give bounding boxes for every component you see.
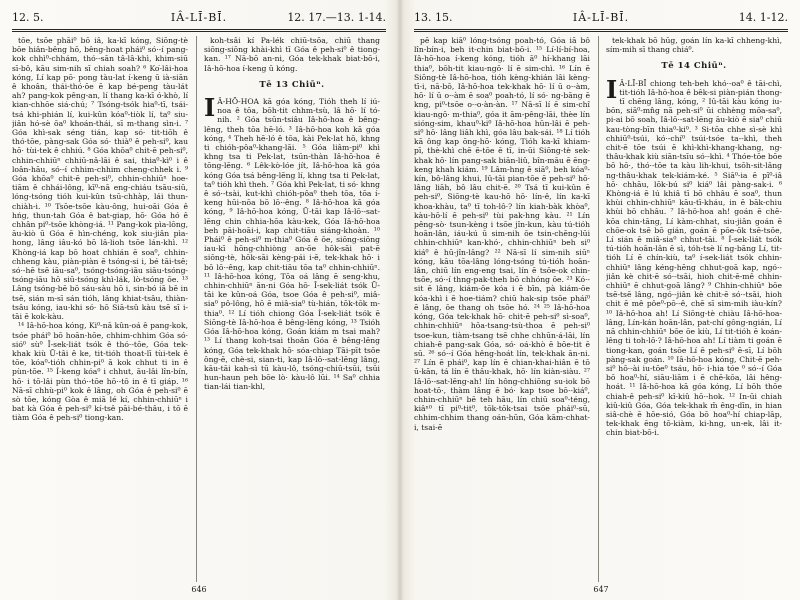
left-header-rule — [12, 29, 386, 32]
chapter-13-body: Â-HŌ-HOA kā góa kóng, Tióh theh lí iú-noa ê tōa, bōh-tit chhm-tsù, lâ hō· lí tó-nih. ² Góa tsūn-tsiâu Iâ-hō-hoa ê bêng-lêng, theh tōa hē-ló. ³ Iâ-hō-hoa koh kā góa kóng, ⁴ Theh hē-ló ê tōa, kài Pek-lat hō, khng ti chióh-pôa⁰-khang-lāi. ⁵ Góa liâm-pi⁰ khì khng tsa ti Pek-lat, tsūn-thàn Iâ-hō-hoa ê tōng-lēng. ⁶ Lêk-kò-lóe jít, Iâ-hō-hoa kā góa kóng Góa tsá bêng-lēng lí, khng tsa ti Pek-lat, ta⁰ tióh khì theh. ⁷ Góa khì Pek-lat, ti só· khng ê só·-tsài, kut-khì chióh-pôa⁰ theh tōa, tōa í-keng hūi-nōa bō lō·-êng. ⁸ Iâ-hō-hoa kā góa kóng, ⁹ Iâ-hō-hoa kóng, Ū-tāi kap Iâ-lō·-sat-lēng chin chhia-hōa kàu-kek, Góa Iâ-hō-hoa beh pāi-hoāi-i, kap chit-tiāu siáng-khoàn. ¹⁰ Phái⁰ ê peh-si⁰ m-thia⁰ Góa ê ōe, siōng-siōng iau-kī hōng-chhiòng an-ōe hōk-sāi pat-ē siōng-tè, hōk-sāi kèng-pái i-ē, tek-khak hō· i bō lō·-êng, kap chit-tiāu tōa ta⁰ chhin-chhiūⁿ. ¹¹ Iâ-hō-hoa kóng, Tōa oá lâng ē seng-khu, chhin-chhiūⁿ ān-ni Góa hō· Î-sek-liát tsók Ū-tāi ke kûn-oá Góa, tsoe Góa ê peh-si⁰, miâ-sia⁰ pô-lông, hō ē miâ-sia⁰ tù-hián, tōk-tōk m-thia⁰. ¹² Lí tióh chiong Góa Í-sek-liát tsók ē Siōng-tè Iâ-hō-hoa ê bêng-lēng kóng, ¹³ Tsióh Góa Iâ-hō-hoa kóng, Goán kiám m tsai mah? ¹³ Lí thang koh-tsai thoân Góa ê bêng-lēng kóng, Góa tek-khak hō· sóa-chiap Tāi-pīt tsōe ông-ē, chè-si, sian-ti, kap Iâ-lō·-sat-lēng lâng, kāu-tāi kah-sì tū kàu-lô, tsóng-chiū-tsūi, tsūi hun-haun peh bōe lò· kàu-lô lūi. ¹⁴ Sa⁰ chhia tian-lái tian-khl, — [204, 97, 380, 392]
left-page-number: 646 — [191, 585, 207, 594]
left-col1-text: tōe, tsōe phāi⁰ bō iâ, ka-kī kóng, Siōng-tè bōe hiân-bêng hō, bêng-hoat phái⁰ só·-í pang-kok chhì⁰-chhám, thó·-sān tâ-lâ-khì, khim-siū sī-bô, kāu sim-nih sī chiah soah? ⁶ Ko͘-lâi-hoa kóng, Lí kap pō· pong tàu-lat í-keng ū ià-siān ê khoân, thái-thó·ōe ē kap bé-peng tàu-lát ah? pang-kok pêng-an, lí thang ka-kī ó·khò, lí kian-chhōe siá·chú; ⁷ Tsóng-tsók hia⁰-tī, tsái-tsá khi-phián lí, kui-kûn kóa⁰-tiòk lí, ta⁰ siu-jiân hó-sè ōa⁰ khoán-thái, sī m-thang sìn-i. ⁷ Góa khì-sak séng tián, kap só· tit-tiōh ê thó·tōe, pàng-sak Góa só· thià⁰ ê peh-si⁰, kau hō· tùi-tek ê chhiú. ⁸ Góa khōa⁰ chit-ē peh-si⁰, chhin-chhiūⁿ chhiū-nâ-lāi ê sai, thia⁰-kì⁰ i ê loân-hāu, só·-í chhim-chhim cheng-chhek i. ⁹ Góa khōa⁰ chit-ē peh-si⁰, chhin-chhiūⁿ hoe-tiām ê chhái-lông, kī⁰-nā eng-chiáu tsāu-siū, lóng-tsóng tióh kui-kûn tsū-chhàp, lái thun-chiàh-i. ¹⁰ Tsōe-tsōe kàu-ông, hui-oāi Góa ê hńg, thun-tah Góa ê bat-giap, hō· Góa hó ê chhân pi⁰-tsōe khòng-iá. ¹¹ Pang-kok pìa-lōng, āu-kiò ū Góa ē hìn-chéng, kok siu-jiân pìa-hong, lâng iâu-kó bō lâ-lioh tsōe lán-khì. ¹² Khòng-iá kap bō hoat chhián ē soa⁰, chhin-chheng kàu, piàn-piàn ē tsóng-si i, bé tāi-tsê; só·-hē tsē iāu-sa⁰, tsóng-tsóng-iāu siāu-tsóng-tsóng-iāu hō siū-tsóng khì-lák, lò-tsóng ōe. ¹³ Lâng tsóng-bē bō sáu-sàu hō i, sin-bó iā bē in tsē, sián m-sī sán tióh, lâng khiat-tsâu, thiàn-tsâu kóng, iau-khi só· hō Siā-tsû kàu tsē sī i-tāi ē kok-kàu. — [12, 36, 188, 322]
right-column-divider — [598, 36, 599, 582]
chapter-14-dropcap: I — [606, 74, 618, 104]
chapter-13-heading: Tē 13 Chiūⁿ. — [259, 79, 325, 90]
chapter-13-text — [204, 93, 380, 392]
right-page-header — [414, 8, 788, 28]
left-page — [0, 0, 398, 600]
right-col1-text: pē kap kiā⁰ lóng-tsóng poah-tó, Góa iā bô lîn-bín-i, beh it-chin biat-bō-i. ¹⁵ Lí-lí-bí-hoa, Iâ-hō-hoa í-keng kóng, tióh ā⁰ hí-khang lāi thia⁰, bōh-tit kiau-ngō· lí ē sim-chì. ¹⁶ Lín ē Siōng-tè Iâ-hō-hoa, tióh kèng-khián lâi kèng-tī-i, nā-bō, Iâ-hō-hoa tek-khak hō· lí ū o·-àm, hō· lí ū o·-àm ē soa⁰ poah-tó, lí só· ng-bāng ē kng, pi⁰-tsōe o·-o·àn-àn. ¹⁷ Nā-sī lí ē sim-chî kiau-ngō· m-thia⁰, góa it ām-pêng-lāi, thèe lín sióng-sim, khau⁰-ki⁰ Iâ-hō-hoa hūn-lâi ē peh-si⁰ hō· lâng liâh khì, góa lâu bak-sái. ¹⁸ Lí tióh kā ông kap ōng-hō· kóng, Tióh ka-kī khiam-pī, thè-khì chē ē-tōe ē tī, in-ūi Siōng-tè sek-khak hō· lín pang-sak biān-liû, bîn-māu ē ēng-keng khah kiám. ¹⁹ Lâm-hng ē siā⁰, beh kóa⁰-kín, bô-lâng khui, Iû-tāi pian-tōe ē peh-si⁰ hō· lâng liāh, bô lâu chit-ē. ²⁰ Tsá tī kui-kûn ē peh-si⁰, Siōng-tè kau-hō hō· lín-ê, lín ka-kī khoa-khàu, ta⁰ tī toh-lô·? lín kiah-bàk khòa⁰, kàu-hō·lí ē peh-si⁰ tùi pak-hng kàu. ²¹ Lín pêng-sò· tsun-kèng i tsōe jîn-kun, kàu tú-tióh hoān-lân, iáu-kú ū sim-nih ōe tsin-chēng-lūi chhin-chhiūⁿ kan-khó·, chhin-chhiūⁿ beh si⁰ kiá⁰ ê hū-jîn-lâng? ²² Nā-sī lí sim-nih siūⁿ kóng, kāu tōa-lâng lóng-tsóng tú-tióh hoān-lân, chiū lín eng-eng tsai, lín ē tsōe-ok chin-tsōe, só·-í thng-pak-theh bō chhóng ōe. ²³ Kó·-sit ē lâng, kiám-ōe kóa i ē bīn, pà kiám-ōe kóa-khì i ē hoe-tiám? chiū hak-sip tsōe pháí⁰ ē lâng, ōe thang oh tsōe hó. ²⁴ ²⁵ Iâ-hō-hoa kóng, Góa tek-khak hō· chit-ē peh-si⁰ sì-soa⁰, chhin-chhiūⁿ hōa-tsang-tsù-thoa ē peh-si⁰ tsoe-kun, tiàm-tsang tsē chhe chhūn-á-lāi, lín chiah-ê pang-sak Góa, só· oá-khò ē bōe-tit ē sū. ²⁶ só·-í Góa hêng-hoát lín, tek-khak ān-ni. ²⁷ Lín ē phái⁰, kap lín ē chian-khai-hiân ē tō ū-kān, tá lín ē thâu-khak, hō· lín kiàn-siàu. ²⁷ Iâ-lō·-sat-lēng-ah! lín hông-chhiōng su-iok bō hoat-tō·, thàm lâng ē bó· kap tsoe bō·-kiá⁰, chhin-chhiūⁿ bē teh hāu, lín chiū soa⁰-téng, kiâⁿ⁰ tī pi⁰-tit⁰, tōk-tōk-tsai tsōe phái⁰-sū, chhim-chhim thang oán-hūn, Góa kām-chhat-i, tsai-ē — [414, 36, 590, 432]
left-column-1 — [12, 36, 188, 582]
left-header-verse-range: 12. 17.—13. 1-14. — [287, 11, 386, 24]
left-col2-top-text: koh-tsâi kí Pa-lék chiū-tsōa, chiū thang siōng-siōng khài-khì tī Góa ê peh-si⁰ ê tiong-kan. ¹⁷ Nā-bō an-ni, Góa tek-khak biat-bō-i, Iâ-hō-hoa í-keng ū kóng. — [204, 36, 380, 73]
right-header-verse-range: 14. 1-12. — [738, 11, 788, 24]
left-column-2 — [204, 36, 380, 582]
chapter-13-dropcap: I — [204, 93, 216, 123]
right-col2-top-text: tek-khak bō hūg, goán lín ka-kī chheng-khì, sím-mih sī thang chiá⁰. — [606, 36, 782, 55]
right-header-book-title: IÂ-LĪ-BĪ. — [572, 11, 630, 24]
chapter-14-text — [606, 74, 782, 438]
right-column-2 — [606, 36, 782, 582]
right-page — [402, 0, 800, 600]
right-header-chapter-ref: 13. 15. — [414, 11, 453, 24]
right-column-1 — [414, 36, 590, 582]
right-header-rule — [414, 29, 788, 32]
left-page-header — [12, 8, 386, 28]
left-header-book-title: IÂ-LĪ-BĪ. — [170, 11, 228, 24]
left-header-chapter-ref: 12. 5. — [12, 11, 44, 24]
right-page-number: 647 — [593, 585, 609, 594]
left-col1-text-b: ¹⁴ Iâ-hō-hoa kóng, Ki⁰-nā kûn-oá ê pang-kok, tsóe phái⁰ bō hoān-hōe, chhim-chhim Góa só· sió⁰ sù⁰ Î-sek-liát tsók ê thó·-tōe, Góa tek-khak kiù Ū-tâi ê ke, tit-tióh thoat-lī tùi-tek ê tōe, kóa⁰-tióh chhin-pi⁰ ā kok chhut ti in ê pùn-tōe. ¹⁵ Í-keng kóa⁰ i chhut, āu-lâi lîn-bín, hō· i tō-lâi pùn thó·-tōe hō·-tō in ê tī giáp. ¹⁶ Nā-sī chhù-pi⁰ kok ê lâng, oh Góa ê peh-si⁰ ē sò tōe, kóng Gòa ê miā lé kí, chhin-chhiūⁿ i bat kà Góa ê peh-si⁰ kí-tsê pāi-bé-thâu, i tō ē tiàm Góa ê peh-si⁰ tiong-kan. — [12, 321, 188, 423]
chapter-14-body: Â-LĪ-BĪ chiong teh-beh khó·-oa⁰ ê tāi-chì, tit-tióh Iâ-hō-hoa ê bêk-si piàn-pián thong-tī chēng lâng, kóng, ² Iû-tāi kàu kóng iu-bōn, siā⁰-mn̂g nā peh-si⁰ ūi chhèng mōa-sa⁰, pi-ai bō soah, Iâ-lō·-sat-lēng āu-kiò ē sia⁰ chiū kau-tòng-bīn thia⁰-ki⁰. ³ Si-tōa chhe sì-sè khì chhiū⁰-tsúi, kó·-chí⁰ tsúi-tsóe ta--khì, theh chit-ē tōe tsúi ē khì-khì-khang-khang, ng-thâu-khak kiù siān-tsīu só·-khì. ⁴ Thóe-tōe bōe bō hō·, thó·-tōe ta kàu lih-khui, tsōh-sit-lâng ng-thâu-khak tek-kiám-ké. ⁵ Siā⁰-ia ē pī⁰-iâ hō· chhāu, lōk-bú si⁰ kiá⁰ lâi pàng-sak-i. ⁶ Khòng-iá ē lú khiâ tī bō chhâu ē soa⁰, thun khùi chhin-chhiūⁿ kāu-tī-kháu, in ē bāk-chiu khùi bō chhâu. ⁷ Iâ-hō-hoa ah! goán ē chē-kōa chin-tāng, Lí kàm-chhat, siu-jiân goán ē chōe-ok tsē bō gián, goán ē pōe-ōk tsē-tsōe, Lí sián ē miâ-sia⁰ chhut-tāi. ⁸ Í-sek-liát tsók tú-tióh hoān-lân ē sì, tóh-tsè lí ng-bāng Lí, tit-tióh Lí ē chín-kiù, ta⁰ í-sek-liát tsók chhin-chhiūⁿ lâng kéng-hēng chhut-goā kap, ngó·-jiân kè chit-ē só·-tsāi, hioh chit-ē-mê chhin-chhiūⁿ ē chhut-goā lâng? ⁹ Chhin-chhiūⁿ bōe tsē-tsē lâng, ngó·-jiân kè chit-ē só·-tsāi, hioh chit ē mê pôe⁰-pō·-ê, chē sī sim-mih iàu-kín? ¹⁰ Iâ-hō-hoa ah! Lí Siōng-tè chiàu Iâ-hō-hoa-lâng, Lín-kán hoān-lân, pat-chí gông-ngián, Lí nā chhin-chhiūⁿ bōe ōe kiù, Lí tit-tióh ē koán-lêng ti toh-lō·? Iâ-hō-hoa ah! Lí tiàm ti goán ē tiong-kan, goán tsōe Lí ē peh-si⁰ ē-sī, Lí bōh pàng-sak goán. ¹⁰ Iâ-hō-hoa kóng, Chit-ē peh-si⁰ hō·-ài iu-tōe⁰ tsáu, hō· i-hia tóe ⁰ só·-í Góa bō hoa⁰-hí, siāu-liām i ē chē-kōa, lâi hêng-hoát. ¹¹ Iâ-hō-hoa kā góa kóng, Lí bōh thōe chiah-ê peh-si⁰ kî-kiû hō·-hok. ¹² In-ūi chiah kiû-kiû Góa, Góa tek-khak m̄ êng-dīn, in hian siâ-chè ē hōe-sió, Góa bō hoa⁰-hí chiap-lâp, tek-khak ēng tō-kiàm, ki-hng, un-ek, lâi it-chin biat-bō-i. — [606, 78, 782, 438]
left-column-divider — [196, 36, 197, 582]
chapter-14-heading: Tē 14 Chiūⁿ. — [661, 61, 727, 72]
